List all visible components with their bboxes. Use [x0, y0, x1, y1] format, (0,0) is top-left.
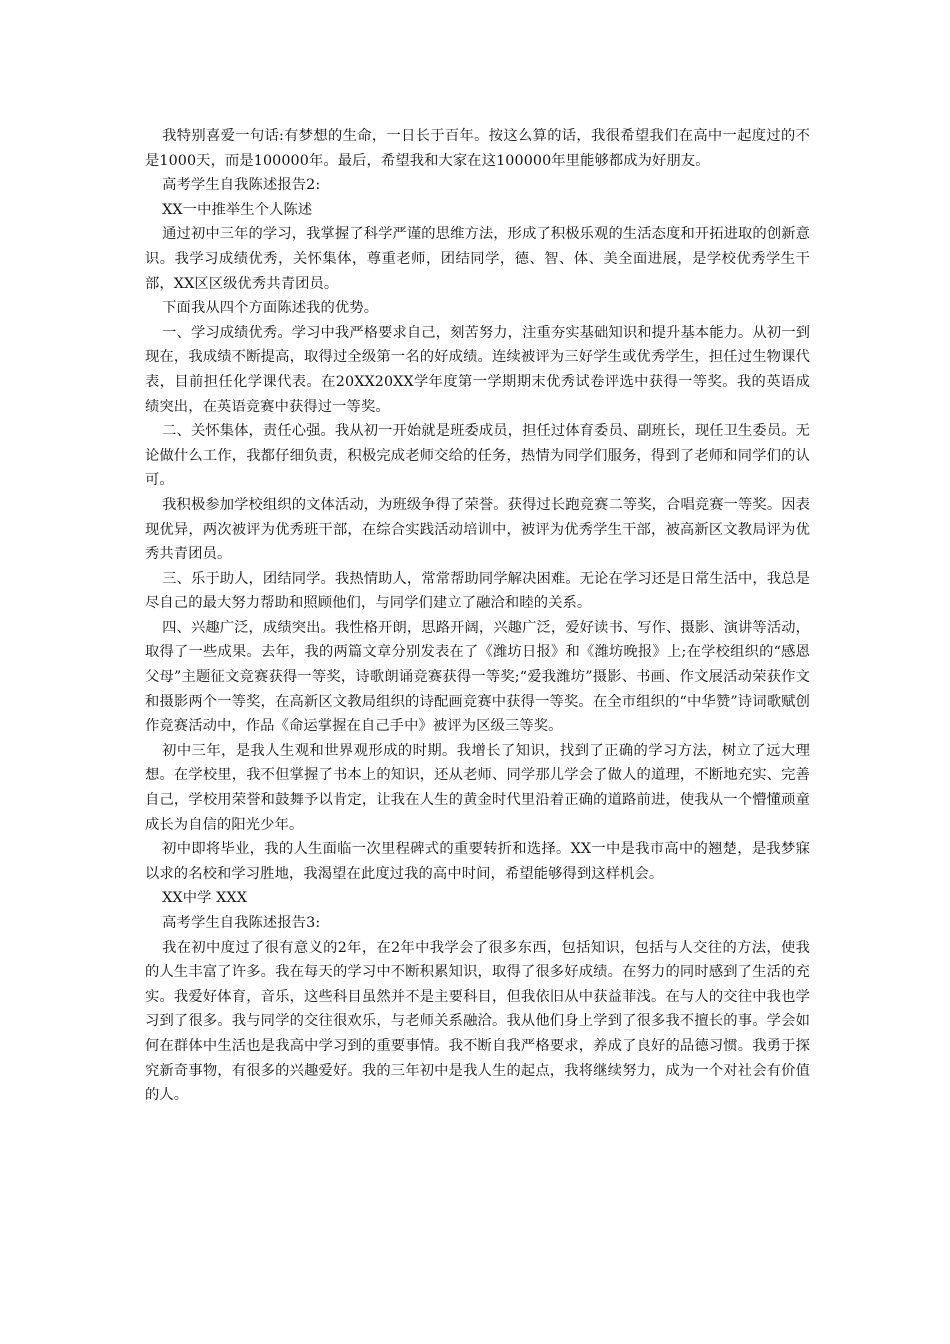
heading-report-2: 高考学生自我陈述报告2: [162, 177, 321, 194]
paragraph-intro-closing: 我特别喜爱一句话:有梦想的生命，一日长于百年。按这么算的话，我很希望我们在高中一起度过的不是1000天，而是100000年。最后，希望我和大家在这100000年里能够都成为好朋友。 [145, 128, 810, 169]
heading-report-3: 高考学生自我陈述报告3: [162, 915, 321, 931]
paragraph-academics: 一、学习成绩优秀。学习中我严格要求自己，刻苦努力，注重夯实基础知识和提升基本能力。从初一到现在，我成绩不断提高，取得过全级第一名的好成绩。连续被评为三好学生或优秀学生，担任过生物课代表，目前担任化学课代表。在20XX20XX学年度第一学期期末优秀试卷评选中获得一等奖。我的英语成绩突出，在英语竞赛中获得过一等奖。 [145, 324, 811, 415]
paragraph-graduation: 初中即将毕业，我的人生面临一次里程碑式的重要转折和选择。XX一中是我市高中的翘楚，是我梦寐以求的名校和学习胜地，我渴望在此度过我的高中时间，希望能够得到这样机会。 [145, 841, 810, 882]
paragraph-growth: 初中三年，是我人生观和世界观形成的时期。我增长了知识，找到了正确的学习方法，树立了远大理想。在学校里，我不但掌握了书本上的知识，还从老师、同学那儿学会了做人的道理，不断地充实、完善自己，学校用荣誉和鼓舞予以肯定，让我在人生的黄金时代里沿着正确的道路前进，使我从一个懵懂顽童成长为自信的阳光少年。 [145, 742, 810, 833]
paragraph-overview: 通过初中三年的学习，我掌握了科学严谨的思维方法，形成了积极乐观的生活态度和开拓进取的创新意识。我学习成绩优秀，关怀集体，尊重老师，团结同学，德、智、体、美全面进展，是学校优秀学生干部，XX区区级优秀共青团员。 [145, 226, 811, 292]
paragraph-report-3-body: 我在初中度过了很有意义的2年，在2年中我学会了很多东西，包括知识，包括与人交往的方法，使我的人生丰富了许多。我在每天的学习中不断积累知识，取得了很多好成绩。在努力的同时感到了生活的充实。我爱好体育，音乐，这些科目虽然并不是主要科目，但我依旧从中获益菲浅。在与人的交往中我也学习到了很多。我与同学的交往很欢乐，与老师关系融洽。我从他们身上学到了很多我不擅长的事。学会如何在群体中生活也是我高中学习到的重要事情。我不断自我严格要求，养成了良好的品德习惯。我勇于探究新奇事物，有很多的兴趣爱好。我的三年初中是我人生的起点，我将继续努力，成为一个对社会有价值的人。 [145, 939, 810, 1104]
paragraph-helpful: 三、乐于助人，团结同学。我热情助人，常常帮助同学解决困难。无论在学习还是日常生活中，我总是尽自己的最大努力帮助和照顾他们，与同学们建立了融洽和睦的关系。 [145, 570, 811, 612]
paragraph-interests: 四、兴趣广泛，成绩突出。我性格开朗，思路开阔，兴趣广泛，爱好读书、写作、摄影、演讲等活动，取得了一些成果。去年，我的两篇文章分别发表在了《潍坊日报》和《潍坊晚报》上;在学校组织的“感恩父母”主题征文竞赛获得一等奖，诗歌朗诵竞赛获得一等奖;“爱我潍坊”摄影、书画、作文展活动荣获作文和摄影两个一等奖，在高新区文教局组织的诗配画竞赛中获得一等奖。在全市组织的“中华赞”诗词歌赋创作竞赛活动中，作品《命运掌握在自己手中》被评为区级三等奖。 [145, 619, 811, 735]
paragraph-activities: 我积极参加学校组织的文体活动，为班级争得了荣誉。获得过长跑竞赛二等奖，合唱竞赛一等奖。因表现优异，两次被评为优秀班干部，在综合实践活动培训中，被评为优秀学生干部，被高新区文教局评为优秀共青团员。 [145, 496, 811, 563]
document-body [145, 124, 810, 1108]
subheading-personal-statement: XX一中推举生个人陈述 [162, 201, 313, 218]
paragraph-four-aspects: 下面我从四个方面陈述我的优势。 [162, 300, 379, 317]
signature-line: XX中学 XXX [162, 890, 247, 907]
paragraph-collective: 二、关怀集体，责任心强。我从初一开始就是班委成员，担任过体育委员、副班长，现任卫生委员。无论做什么工作，我都仔细负责，积极完成老师交给的任务，热情为同学们服务，得到了老师和同学们的认可。 [145, 423, 811, 489]
